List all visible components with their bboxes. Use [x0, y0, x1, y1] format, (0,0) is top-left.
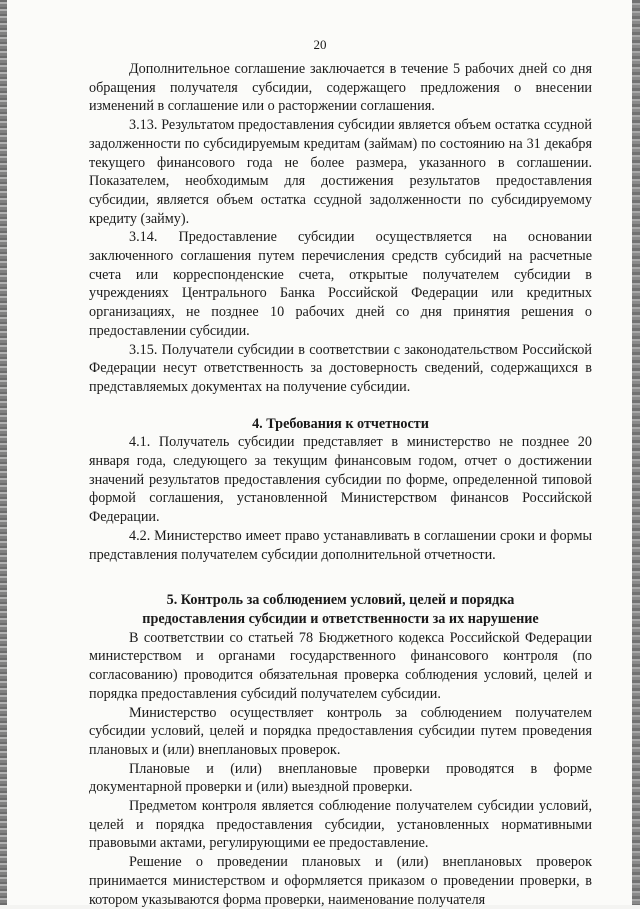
- paragraph-3-14: 3.14. Предоставление субсидии осуществляется на основании заключенного соглашения путем перечисления средств субсидий на расчетные счета или корреспонденские счета, открытые получателем субсидии в учреждениях Центрального Банка Российской Федерации или кредитных организациях, не позднее 10 рабочих дней со дня принятия решения о предоставлении субсидии.: [89, 229, 592, 339]
- paragraph-5-3: Плановые и (или) внеплановые проверки проводятся в форме документарной проверки и (или) выездной проверки.: [89, 760, 592, 796]
- section-5-heading-line1: 5. Контроль за соблюдением условий, целей и порядка: [166, 592, 515, 609]
- document-body: [89, 60, 592, 909]
- paragraph-3-15: 3.15. Получатели субсидии в соответствии с законодательством Российской Федерации несут ответственность за достоверность сведений, содержащихся в представляемых документах на получение субсидии.: [89, 341, 592, 395]
- paragraph-5-1: В соответствии со статьей 78 Бюджетного кодекса Российской Федерации министерством и органами государственного финансового контроля (по согласованию) проводится обязательная проверка соблюдения условий, целей и порядка предоставления субсидий получателем субсидии.: [89, 629, 592, 702]
- paragraph: Дополнительное соглашение заключается в течение 5 рабочих дней со дня обращения получателя субсидии, содержащего предложения о внесении изменений в соглашение или о расторжении соглашения.: [89, 61, 592, 115]
- scan-edge-left: [0, 0, 7, 905]
- paragraph-4-1: 4.1. Получатель субсидии представляет в министерство не позднее 20 января года, следующего за текущим финансовым годом, отчет о достижении значений результатов предоставления субсидии по форме, определенной типовой формой соглашения, установленной Министерством финансов Российской Федерации.: [89, 434, 592, 526]
- paragraph-5-2: Министерство осуществляет контроль за соблюдением получателем субсидии условий, целей и порядка предоставления субсидии путем проведения плановых и (или) внеплановых проверок.: [89, 704, 592, 758]
- paragraph-4-2: 4.2. Министерство имеет право устанавливать в соглашении сроки и формы представления получателем субсидии дополнительной отчетности.: [89, 527, 592, 563]
- paragraph-5-4: Предметом контроля является соблюдение получателем субсидии условий, целей и порядка предоставления субсидии, установленных нормативными правовыми актами, регулирующими ее предоставление.: [89, 798, 592, 852]
- paragraph-5-5: Решение о проведении плановых и (или) внеплановых проверок принимается министерством и оформляется приказом о проведении проверки, в котором указываются форма проверки, наименование получателя: [89, 854, 592, 908]
- page-number: 20: [313, 37, 327, 52]
- scan-edge-right: [632, 0, 640, 905]
- section-5-heading-line2: предоставления субсидии и ответственности за их нарушение: [142, 610, 539, 627]
- paragraph-3-13: 3.13. Результатом предоставления субсидии является объем остатка ссудной задолженности по субсидируемым кредитам (займам) по состоянию на 31 декабря текущего финансового года не более размера, указанного в соглашении. Показателем, необходимым для достижения результатов предоставления субсидии, является объем остатка ссудной задолженности по субсидируемому кредиту (займу).: [89, 117, 592, 227]
- section-4-heading: 4. Требования к отчетности: [252, 415, 429, 432]
